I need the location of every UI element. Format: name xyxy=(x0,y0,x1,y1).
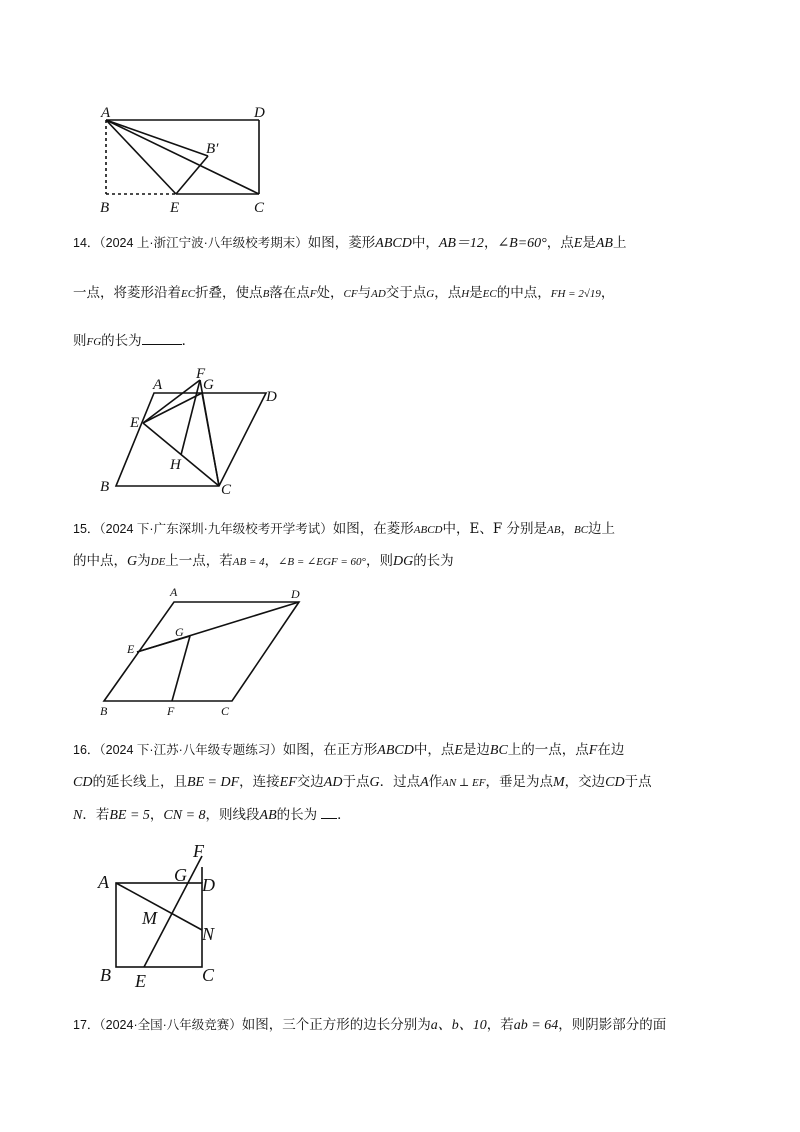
q16-source: （2024 下·江苏·八年级专题练习） xyxy=(99,743,283,757)
q16-math: N xyxy=(73,808,83,823)
label-c: C xyxy=(202,965,215,985)
q14-text: 处， xyxy=(316,285,344,301)
q14-text: ， xyxy=(483,235,498,251)
q14-text: ， xyxy=(600,285,615,301)
label-c: C xyxy=(221,704,230,718)
q15-number: 15． xyxy=(73,522,100,536)
q15-text: 中，E、F 分别是 xyxy=(442,521,548,537)
q16-text: ，则线段 xyxy=(205,807,260,823)
label-b: B xyxy=(100,965,111,985)
q16-text: ， xyxy=(149,807,164,823)
q14-line-3 xyxy=(73,330,195,352)
q14-text: 是 xyxy=(582,235,596,251)
q15-text: 如图，在菱形 xyxy=(332,521,414,537)
q16-math: BE = DF xyxy=(186,775,240,790)
q15-math: BC xyxy=(573,524,589,536)
q15-line-1 xyxy=(73,519,615,540)
label-e: E xyxy=(170,200,180,216)
q17-text: ，若 xyxy=(486,1017,514,1033)
q16-text: ，交边 xyxy=(564,774,606,790)
q16-line-3 xyxy=(73,804,351,826)
figure-rhombus-fold xyxy=(95,365,295,500)
q16-math: G xyxy=(369,775,380,790)
q15-math: ABCD xyxy=(413,524,443,536)
label-m: M xyxy=(142,908,157,928)
q15-math: AB xyxy=(547,524,561,536)
q15-line-2 xyxy=(73,551,454,572)
label-g: G xyxy=(174,865,187,885)
segment-ac xyxy=(106,120,259,194)
q14-source: （2024 上·浙江宁波·八年级校考期末） xyxy=(99,236,308,250)
label-a: A xyxy=(170,585,178,599)
q16-text: ，垂足为点 xyxy=(485,774,553,790)
q16-line-2 xyxy=(73,772,652,793)
q14-math: B xyxy=(262,288,270,300)
q16-math: BC xyxy=(489,743,508,758)
q16-text: 的延长线上，且 xyxy=(92,774,187,790)
q16-math: E xyxy=(454,743,463,758)
square-abcd xyxy=(116,883,202,967)
q17-math: ab = 64 xyxy=(513,1018,559,1033)
q16-math: AB xyxy=(259,808,277,823)
q15-math: AB = 4 xyxy=(232,556,265,568)
q14-math: AB xyxy=(595,236,613,251)
q16-text: 如图，在正方形 xyxy=(282,742,378,758)
q16-text: ． xyxy=(337,807,351,823)
q16-text: ．过点 xyxy=(379,774,421,790)
segment-an xyxy=(116,883,202,930)
label-f: F xyxy=(167,704,175,718)
q14-math: AD xyxy=(371,288,386,300)
q15-math: G xyxy=(127,554,138,569)
q15-source: （2024 下·广东深圳·九年级校考开学考试） xyxy=(99,522,333,536)
q14-math: EC xyxy=(482,288,497,300)
q16-text: 是边 xyxy=(462,742,490,758)
label-b-prime: B′ xyxy=(206,141,219,157)
label-a: A xyxy=(101,105,111,121)
q15-text: 上一点，若 xyxy=(165,553,233,569)
label-e: E xyxy=(135,971,146,991)
q14-text: 折叠，使点 xyxy=(195,285,263,301)
q15-text: 的长为 xyxy=(413,553,454,569)
q14-math: G xyxy=(426,288,435,300)
q14-math: E xyxy=(573,236,583,251)
q14-text: 的长为 xyxy=(101,333,142,349)
q16-math: AD xyxy=(323,775,343,790)
q14-math: AB＝12 xyxy=(438,236,484,251)
q14-text: 上 xyxy=(612,235,627,251)
label-c: C xyxy=(221,482,232,498)
segment-gf xyxy=(172,636,190,701)
label-d: D xyxy=(266,389,277,405)
q16-text: 于点 xyxy=(342,774,370,790)
q16-math: CD xyxy=(73,775,93,790)
q14-math: EC xyxy=(181,288,196,300)
q15-text: ，则 xyxy=(365,553,393,569)
label-f: F xyxy=(196,366,206,382)
q16-text: 中，点 xyxy=(413,742,455,758)
q15-text: 的中点， xyxy=(73,553,127,569)
q14-text: 中， xyxy=(411,235,439,251)
figure-rhombus-midpoints xyxy=(90,582,310,722)
segment-ae xyxy=(106,120,176,194)
q16-number: 16． xyxy=(73,743,100,757)
q17-text: ，则阴影部分的面 xyxy=(558,1017,667,1033)
q14-line-1 xyxy=(73,233,626,254)
q16-math: AN ⊥ EF xyxy=(442,777,486,789)
q17-line-1 xyxy=(73,1015,666,1036)
q17-text: 如图，三个正方形的边长分别为 xyxy=(241,1017,431,1033)
q16-math: CN = 8 xyxy=(163,808,206,823)
q14-math: FG xyxy=(86,336,102,348)
q14-line-2 xyxy=(73,283,614,304)
q15-math: DE xyxy=(150,556,166,568)
q17-source: （2024·全国·八年级竞赛） xyxy=(99,1018,242,1032)
q14-text: 的中点， xyxy=(496,285,551,301)
q16-text: ．若 xyxy=(82,807,110,823)
label-g: G xyxy=(203,377,214,393)
figure-square xyxy=(92,836,232,996)
q16-math: F xyxy=(588,743,598,758)
q16-math: BE = 5 xyxy=(109,808,150,823)
q16-text: 交边 xyxy=(296,774,324,790)
q16-line-1 xyxy=(73,740,624,761)
label-b: B xyxy=(100,200,110,216)
q16-text: 于点 xyxy=(624,774,652,790)
q16-math: M xyxy=(552,775,565,790)
q16-text: 的长为 xyxy=(276,807,318,823)
q14-text: 落在点 xyxy=(269,285,310,301)
q14-text: ，点 xyxy=(546,235,574,251)
q14-text: 一点，将菱形沿着 xyxy=(73,285,181,301)
q16-math: CD xyxy=(605,775,625,790)
label-a: A xyxy=(153,377,163,393)
q16-math: A xyxy=(420,775,429,790)
label-g: G xyxy=(175,625,184,639)
q14-text: 与 xyxy=(357,285,372,301)
q14-number: 14． xyxy=(73,236,100,250)
q14-math: CF xyxy=(343,288,358,300)
answer-blank[interactable] xyxy=(321,804,337,819)
label-n: N xyxy=(202,924,215,944)
q15-text: 边上 xyxy=(588,521,616,537)
q16-text: ，连接 xyxy=(239,774,280,790)
q14-text: ，点 xyxy=(434,285,462,301)
answer-blank[interactable] xyxy=(142,330,182,345)
label-d: D xyxy=(202,875,215,895)
q15-math: ∠B = ∠EGF = 60° xyxy=(278,556,366,568)
label-d: D xyxy=(291,587,300,601)
label-b: B xyxy=(100,704,108,718)
label-h: H xyxy=(170,457,181,473)
q14-text: 交于点 xyxy=(385,285,427,301)
q14-text: 如图，菱形 xyxy=(307,235,376,251)
q14-math: H xyxy=(461,288,470,300)
segment-ab-prime xyxy=(106,120,208,156)
label-c: C xyxy=(254,200,265,216)
q14-text: 则 xyxy=(73,333,87,349)
q14-math: √19 xyxy=(583,288,601,300)
q16-math: EF xyxy=(279,775,297,790)
q14-text: 是 xyxy=(469,285,483,301)
label-d: D xyxy=(254,105,265,121)
q16-text: 作 xyxy=(428,774,443,790)
label-e: E xyxy=(127,642,135,656)
q15-math: DG xyxy=(392,554,414,569)
q14-math: FH = 2 xyxy=(550,288,584,300)
label-e: E xyxy=(130,415,140,431)
q16-text: 在边 xyxy=(597,742,625,758)
q15-text: 为 xyxy=(137,553,151,569)
q17-number: 17． xyxy=(73,1018,100,1032)
segment-gc xyxy=(202,393,219,486)
q15-text: ， xyxy=(264,553,279,569)
label-b: B xyxy=(100,479,110,495)
label-a: A xyxy=(98,872,109,892)
q16-text: 上的一点，点 xyxy=(507,742,589,758)
label-f: F xyxy=(193,841,204,861)
q16-math: ABCD xyxy=(377,743,414,758)
q14-math: ABCD xyxy=(375,236,412,251)
q14-math: ∠B=60° xyxy=(497,236,547,251)
q14-text: ． xyxy=(181,333,196,349)
q15-text: ， xyxy=(560,521,574,537)
q14-math: F xyxy=(309,288,317,300)
rhombus-abcd xyxy=(116,393,266,486)
q17-math: a、b、10 xyxy=(430,1018,487,1033)
figure-rectangle-fold xyxy=(90,100,290,220)
